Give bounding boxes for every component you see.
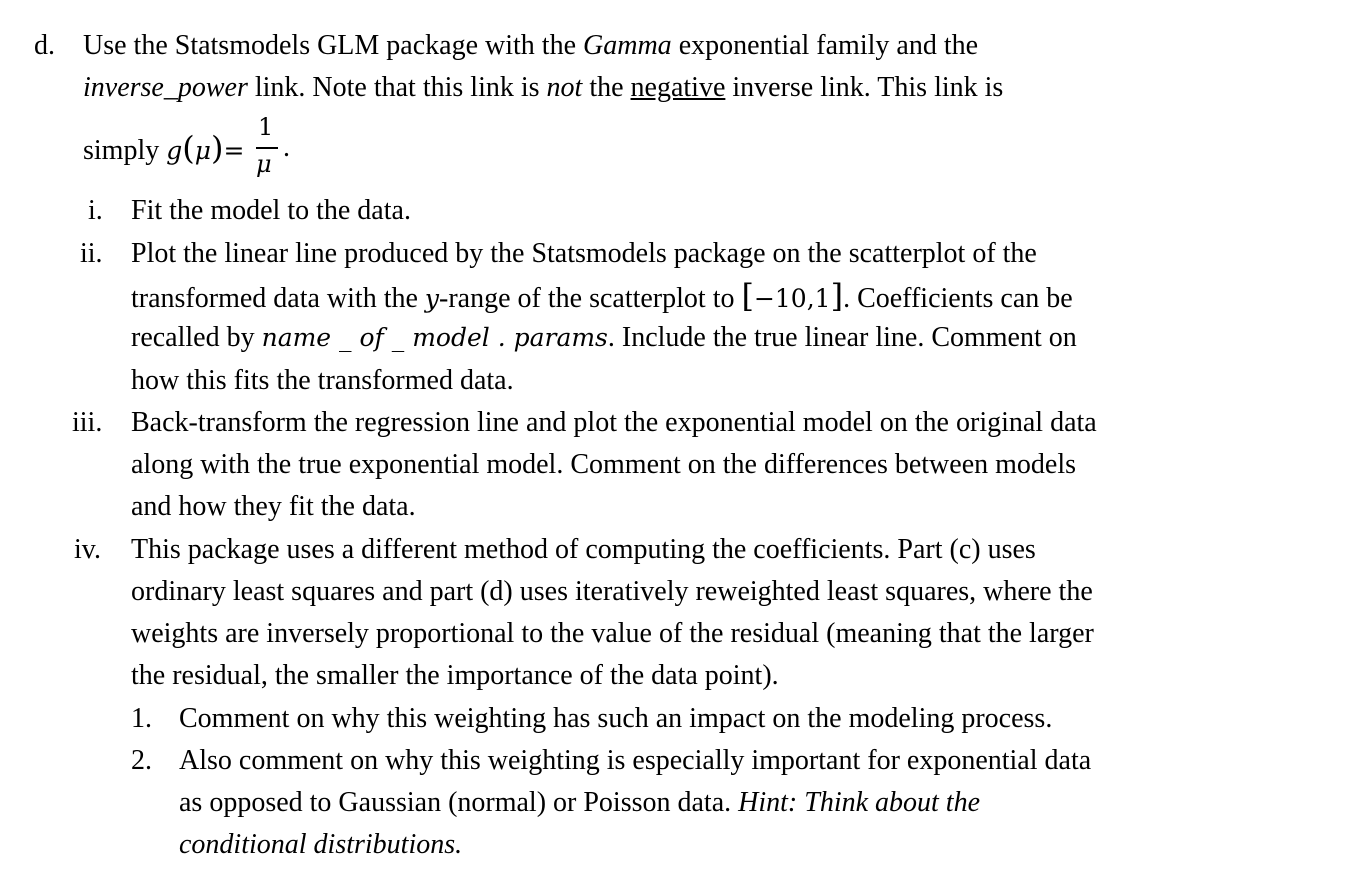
- sub-1-text: Comment on why this weighting has such an impact on the modeling process.: [179, 703, 1053, 734]
- y-range: −10,1: [753, 284, 831, 313]
- link-function-g: g: [166, 136, 183, 165]
- sub-2-marker: 2.: [131, 745, 152, 776]
- part-d-line-2: inverse_power link. Note that this link is not the negative inverse link. This link is: [83, 72, 1004, 103]
- item-i-text: Fit the model to the data.: [131, 195, 411, 226]
- sub-1-marker: 1.: [131, 703, 152, 734]
- item-iv-line-2: ordinary least squares and part (d) uses iteratively reweighted least squares, where the: [131, 576, 1093, 607]
- item-iv-line-1: This package uses a different method of computing the coefficients. Part (c) uses: [131, 534, 1036, 565]
- item-ii-line-3: recalled by name _ of _ model . params. Include the true linear line. Comment on: [131, 322, 1077, 353]
- item-iii-marker: iii.: [72, 407, 103, 438]
- item-iii-line-1: Back-transform the regression line and plot the exponential model on the original data: [131, 407, 1097, 438]
- item-iv-marker: iv.: [74, 534, 101, 565]
- item-ii-line-1: Plot the linear line produced by the Statsmodels package on the scatterplot of the: [131, 238, 1037, 269]
- hint-text: Hint: Think about the: [738, 787, 981, 818]
- link-period: .: [283, 132, 290, 163]
- item-iv-line-4: the residual, the smaller the importance of the data point).: [131, 660, 779, 691]
- params-expression: name _ of _ model . params: [261, 323, 608, 352]
- item-iii-line-3: and how they fit the data.: [131, 491, 416, 522]
- sub-2-line-2: as opposed to Gaussian (normal) or Poisson data. Hint: Think about the: [179, 787, 981, 818]
- gamma-term: Gamma: [583, 30, 672, 61]
- item-ii-line-2: transformed data with the y-range of the scatterplot to [−10,1]. Coefficients can be: [131, 277, 1073, 315]
- fraction-denominator: μ: [256, 150, 272, 178]
- y-variable: y: [424, 284, 440, 313]
- equals-sign: =: [223, 136, 245, 165]
- part-d-line-3: simply g(μ)=: [83, 129, 245, 167]
- item-i-marker: i.: [88, 195, 103, 226]
- part-d-marker: d.: [34, 30, 55, 61]
- reciprocal-fraction: [254, 112, 284, 192]
- sub-2-line-1: Also comment on why this weighting is especially important for exponential data: [179, 745, 1092, 776]
- link-function-mu: μ: [194, 136, 211, 165]
- not-emphasis: not: [546, 72, 583, 103]
- part-d-line-1: Use the Statsmodels GLM package with the Gamma exponential family and the: [83, 30, 979, 61]
- item-iv-line-3: weights are inversely proportional to the value of the residual (meaning that the larger: [131, 618, 1094, 649]
- inverse-power-term: inverse_power: [83, 72, 248, 103]
- item-iii-line-2: along with the true exponential model. Comment on the differences between models: [131, 449, 1076, 480]
- fraction-numerator: 1: [258, 113, 274, 141]
- item-ii-line-4: how this fits the transformed data.: [131, 365, 514, 396]
- item-ii-marker: ii.: [80, 238, 103, 269]
- sub-2-line-3: conditional distributions.: [179, 829, 463, 860]
- negative-underlined: negative: [630, 72, 726, 103]
